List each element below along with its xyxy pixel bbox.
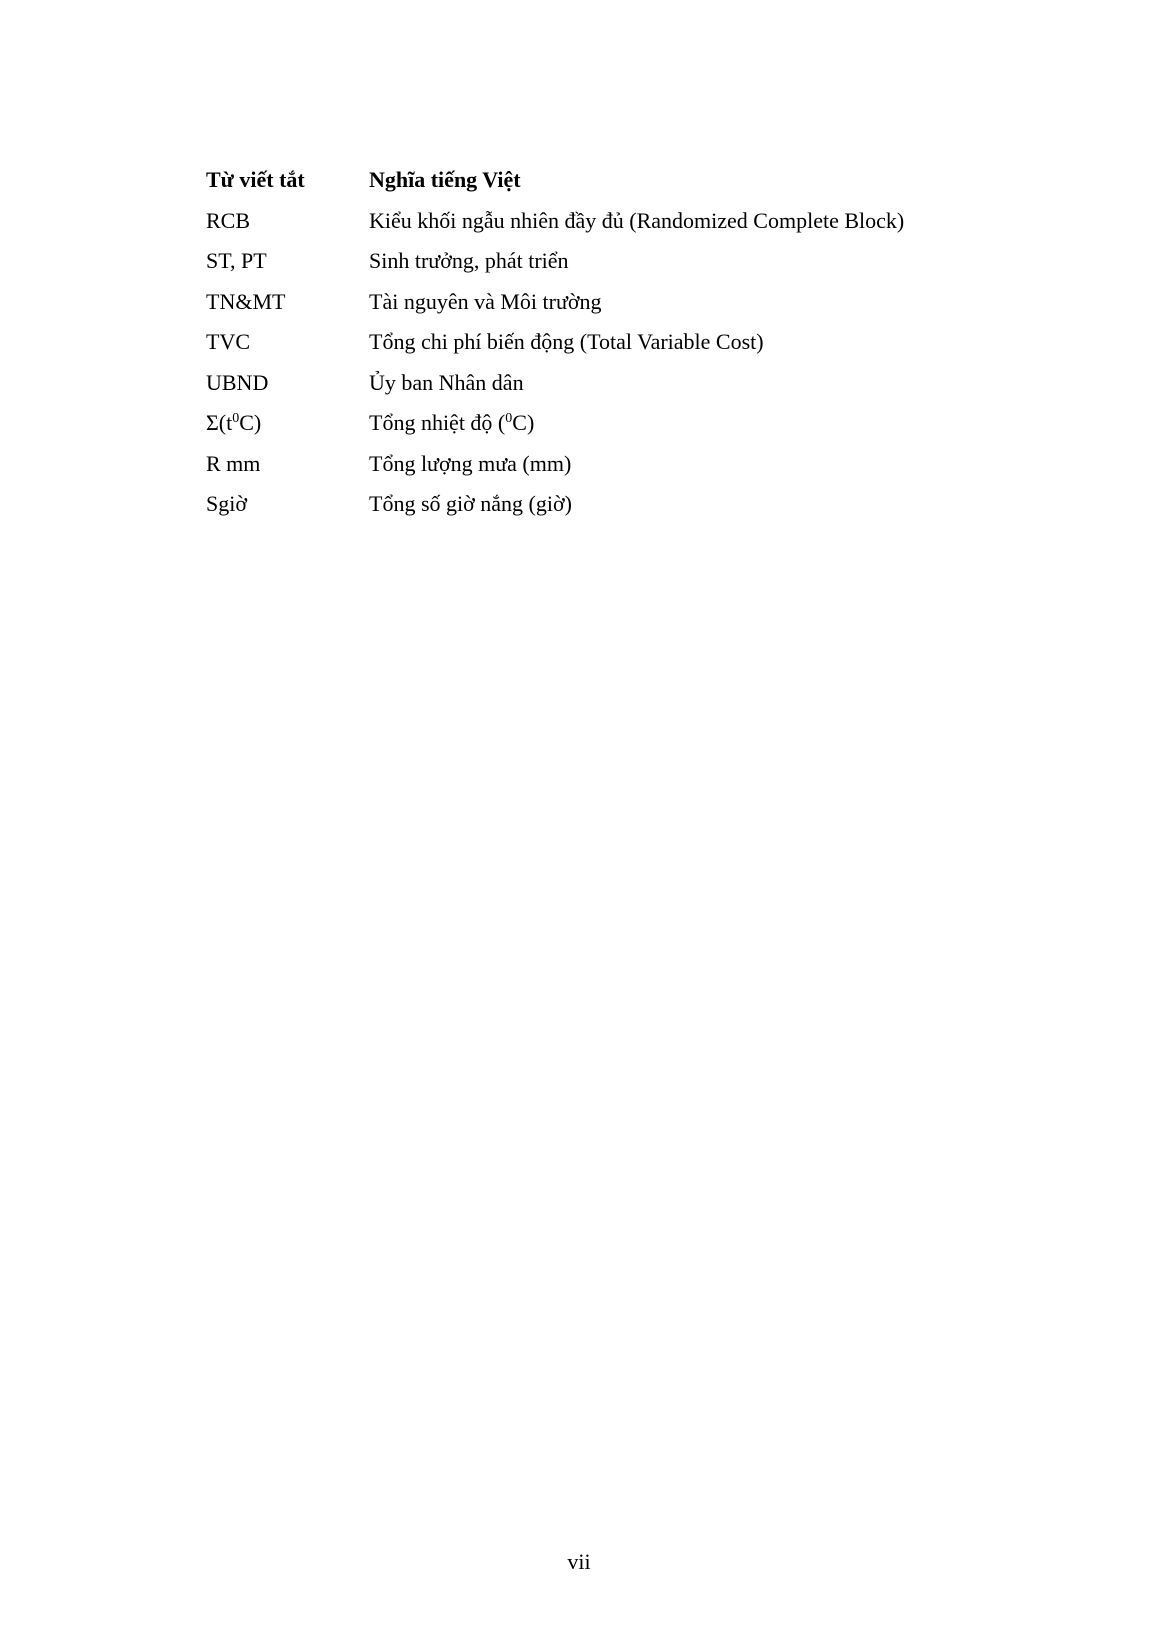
meaning-cell: Sinh trưởng, phát triển — [369, 248, 569, 273]
table-row — [206, 201, 1026, 242]
header-meaning: Nghĩa tiếng Việt — [369, 167, 521, 192]
meaning-text: Tổng nhiệt độ ( — [369, 410, 506, 435]
abbreviation-cell: R mm — [206, 450, 261, 476]
meaning-cell: Tài nguyên và Môi trường — [369, 288, 602, 314]
table-row — [206, 322, 1026, 363]
abbreviation-cell: TVC — [206, 329, 250, 354]
abbreviation-cell: UBND — [206, 369, 269, 395]
abbreviation-text: C) — [239, 410, 262, 435]
abbreviation-cell: Sgiờ — [206, 491, 247, 516]
page-number: vii — [567, 1549, 591, 1574]
table-row — [206, 282, 1026, 323]
abbreviation-cell: TN&MT — [206, 288, 286, 314]
meaning-cell — [369, 403, 1026, 444]
abbreviation-table — [206, 160, 1026, 525]
table-row — [206, 403, 1026, 444]
abbreviation-cell: ST, PT — [206, 248, 267, 273]
superscript-degree: 0 — [505, 411, 513, 426]
table-row — [206, 363, 1026, 404]
table-row — [206, 484, 1026, 525]
meaning-cell: Tổng lượng mưa (mm) — [369, 450, 572, 476]
abbreviation-cell — [206, 403, 369, 444]
meaning-cell: Kiểu khối ngẫu nhiên đầy đủ (Randomized Complete Block) — [369, 207, 905, 233]
table-row — [206, 241, 1026, 282]
table-header — [206, 160, 1026, 201]
meaning-cell: Tổng số giờ nắng (giờ) — [369, 491, 572, 516]
superscript-degree: 0 — [232, 411, 240, 426]
abbreviation-cell: RCB — [206, 207, 251, 233]
meaning-cell: Ủy ban Nhân dân — [369, 369, 524, 395]
table-row — [206, 444, 1026, 485]
abbreviation-text: Σ(t — [206, 410, 233, 435]
header-abbreviation: Từ viết tắt — [206, 167, 305, 192]
meaning-cell: Tổng chi phí biến động (Total Variable Cost) — [369, 329, 764, 354]
meaning-text: C) — [512, 410, 535, 435]
